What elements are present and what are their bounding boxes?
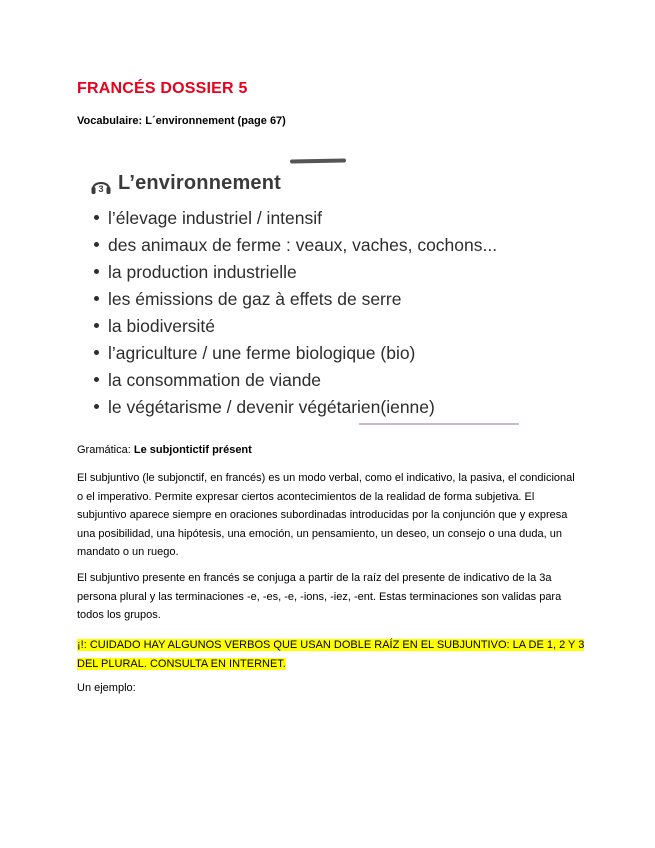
list-item: la production industrielle <box>94 259 497 286</box>
paragraph-subjunctive-conjugation: El subjuntivo presente en francés se conjuga a partir de la raíz del presente de indicativo de la 3a persona plural y las terminaciones -e, -es, -e, -ions, -iez, -ent. Estas terminaciones son validas para todos los grupos. <box>77 572 562 622</box>
list-item: des animaux de ferme : veaux, vaches, cochons... <box>94 232 497 259</box>
list-item: la consommation de viande <box>94 367 497 394</box>
audio-track-icon <box>90 175 112 197</box>
list-item: les émissions de gaz à effets de serre <box>94 286 497 313</box>
example-label: Un ejemplo: <box>77 682 136 694</box>
highlighted-warning-text: ¡!: CUIDADO HAY ALGUNOS VERBOS QUE USAN DOBLE RAÍZ EN EL SUBJUNTIVO: LA DE 1, 2 Y 3 DEL PLURAL. CONSULTA EN INTERNET. <box>77 639 585 670</box>
scan-bottom-mark <box>359 423 519 425</box>
list-item: la biodiversité <box>94 313 497 340</box>
list-item: le végétarisme / devenir végétarien(ienne) <box>94 394 497 421</box>
audio-track-number: 3 <box>98 184 104 194</box>
scan-heading: L’environnement <box>118 172 282 194</box>
paragraph-subjunctive-definition: El subjuntivo (le subjonctif, en francés) es un modo verbal, como el indicativo, la pasiva, el condicional o el imperativo. Permite expresar ciertos acontecimientos de la realidad de forma subjetiva. El subjuntivo aparece siempre en oraciones subordinadas introducidas por la conjunción que y expresa una posibilidad, una hipótesis, una emoción, un pensamiento, un deseo, un consejo o una duda, un mandato o un ruego. <box>77 472 575 559</box>
vocabulary-list <box>94 205 497 421</box>
list-item: l’agriculture / une ferme biologique (bio) <box>94 340 497 367</box>
list-item: l’élevage industriel / intensif <box>94 205 497 232</box>
scan-top-mark <box>290 159 346 164</box>
highlighted-warning <box>77 636 587 673</box>
grammar-label: Gramática: <box>77 444 131 456</box>
document-title: FRANCÉS DOSSIER 5 <box>77 80 248 97</box>
vocabulary-heading: Vocabulaire: L´environnement (page 67) <box>77 115 286 127</box>
grammar-heading <box>77 444 252 456</box>
scanned-vocabulary-image <box>84 155 524 430</box>
grammar-topic: Le subjontictif présent <box>133 444 252 456</box>
